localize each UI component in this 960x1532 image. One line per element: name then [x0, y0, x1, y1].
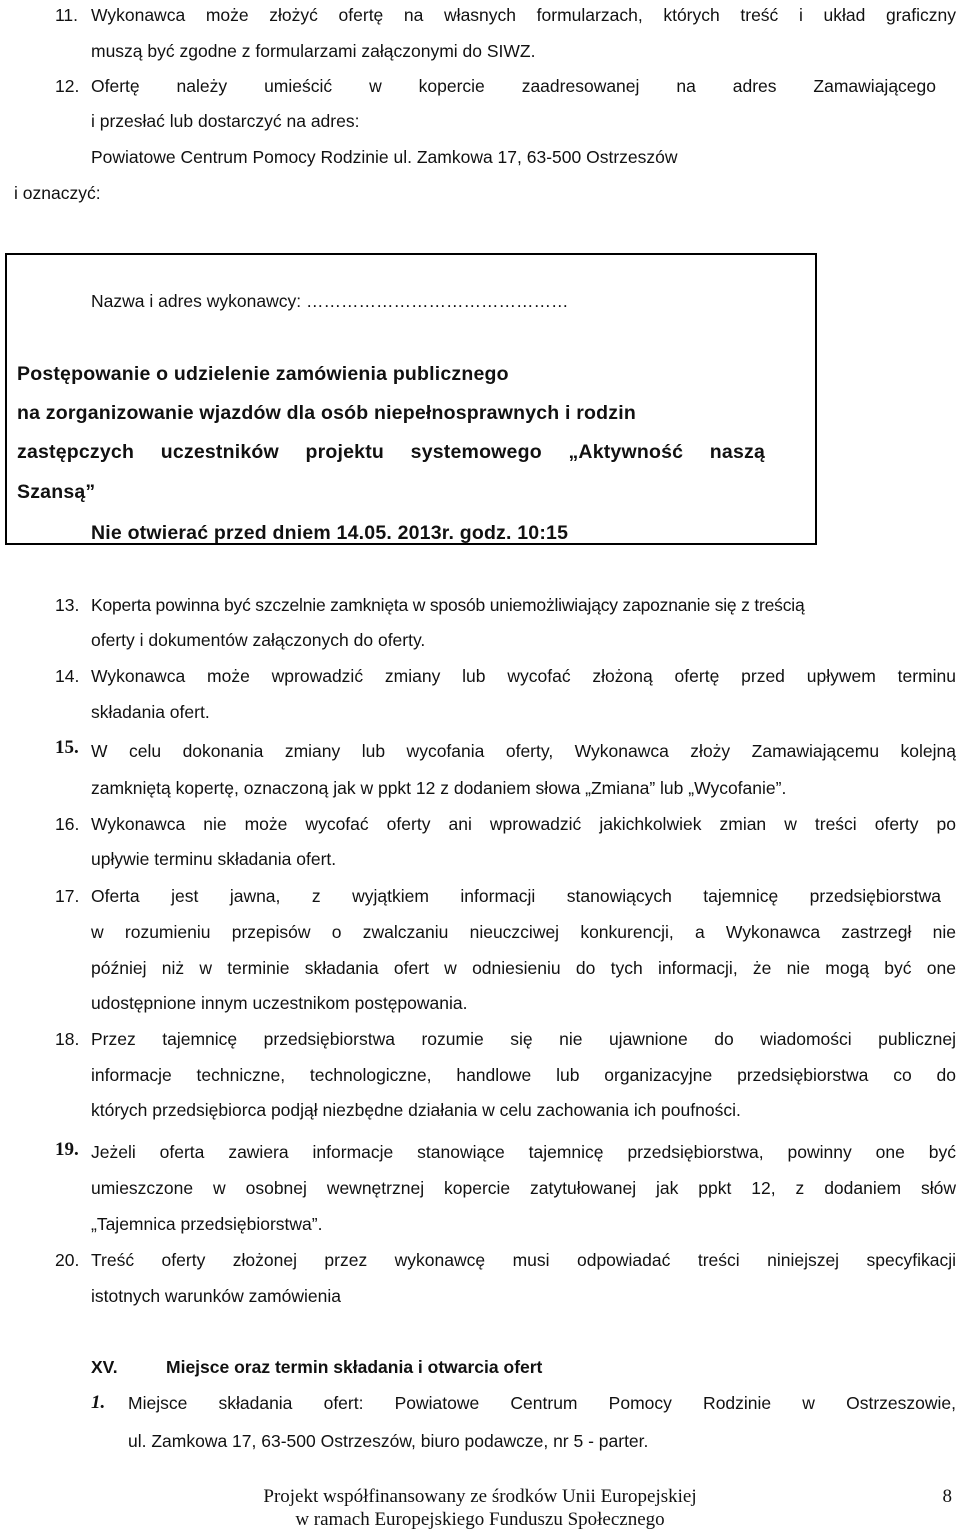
item-11-number: 11.: [55, 5, 79, 25]
item-18-line-1: Przez tajemnicę przedsiębiorstwa rozumie się nie ujawnione do wiadomości publicznej: [91, 1029, 956, 1049]
item-12-number: 12.: [55, 76, 80, 96]
item-11-line-1: Wykonawca może złożyć ofertę na własnych formularzach, których treść i układ graficzny: [91, 5, 956, 25]
section-number: XV.: [91, 1357, 118, 1377]
item-17-line-2: w rozumieniu przepisów o zwalczaniu nieuczciwej konkurencji, a Wykonawca zastrzegł nie: [91, 922, 956, 942]
item-18-number: 18.: [55, 1029, 80, 1049]
section-point-1-line-2: ul. Zamkowa 17, 63-500 Ostrzeszów, biuro podawcze, nr 5 - parter.: [128, 1431, 649, 1451]
envelope-line-2: na zorganizowanie wjazdów dla osób niepełnosprawnych i rodzin: [17, 402, 636, 424]
item-18-line-2: informacje techniczne, technologiczne, handlowe lub organizacyjne przedsiębiorstwa co do: [91, 1065, 956, 1085]
envelope-line-4: Szansą”: [17, 481, 96, 503]
item-16-line-2: upływie terminu składania ofert.: [91, 849, 337, 869]
section-title: Miejsce oraz termin składania i otwarcia ofert: [166, 1357, 543, 1377]
item-14-line-1: Wykonawca może wprowadzić zmiany lub wycofać złożoną ofertę przed upływem terminu: [91, 666, 956, 686]
item-20-line-1: Treść oferty złożonej przez wykonawcę musi odpowiadać treści niniejszej specyfikacji: [91, 1250, 956, 1270]
item-16-number: 16.: [55, 814, 80, 834]
item-15-line-1: W celu dokonania zmiany lub wycofania oferty, Wykonawca złoży Zamawiającemu kolejną: [91, 741, 956, 761]
item-12-line-1: Ofertę należy umieścić w kopercie zaadresowanej na adres Zamawiającego: [91, 76, 936, 96]
item-13-line-1: Koperta powinna być szczelnie zamknięta w sposób uniemożliwiający zapoznanie się z treścią: [91, 595, 805, 615]
item-17-line-4: udostępnione innym uczestnikom postępowania.: [91, 993, 468, 1013]
item-17-number: 17.: [55, 886, 80, 906]
item-12-mark-label: i oznaczyć:: [14, 183, 101, 203]
item-12-address: Powiatowe Centrum Pomocy Rodzinie ul. Zamkowa 17, 63-500 Ostrzeszów: [91, 147, 678, 167]
section-point-1-number: 1.: [91, 1392, 106, 1413]
item-20-number: 20.: [55, 1250, 80, 1270]
item-14-number: 14.: [55, 666, 80, 686]
item-15-number: 15.: [55, 737, 79, 758]
item-19-line-3: „Tajemnica przedsiębiorstwa”.: [91, 1214, 323, 1234]
item-16-line-1: Wykonawca nie może wycofać oferty ani wprowadzić jakichkolwiek zmian w treści oferty po: [91, 814, 956, 834]
item-20-line-2: istotnych warunków zamówienia: [91, 1286, 341, 1306]
page-number: 8: [942, 1486, 952, 1507]
item-12-line-2: i przesłać lub dostarczyć na adres:: [91, 111, 360, 131]
item-13-number: 13.: [55, 595, 80, 615]
item-18-line-3: których przedsiębiorca podjął niezbędne działania w celu zachowania ich poufności.: [91, 1100, 741, 1120]
envelope-line-3: zastępczych uczestników projektu systemowego „Aktywność naszą: [17, 441, 765, 463]
item-15-line-2: zamkniętą kopertę, oznaczoną jak w ppkt 12 z dodaniem słowa „Zmiana” lub „Wycofanie”.: [91, 778, 787, 798]
footer-line-1: Projekt współfinansowany ze środków Unii Europejskiej: [263, 1486, 697, 1507]
item-19-line-2: umieszczone w osobnej wewnętrznej kopercie zatytułowanej jak ppkt 12, z dodaniem słów: [91, 1178, 956, 1198]
item-11-line-2: muszą być zgodne z formularzami załączonymi do SIWZ.: [91, 41, 536, 61]
item-14-line-2: składania ofert.: [91, 702, 210, 722]
envelope-do-not-open-date: Nie otwierać przed dniem 14.05. 2013r. godz. 10:15: [91, 522, 569, 544]
footer-line-2: w ramach Europejskiego Funduszu Społecznego: [295, 1509, 665, 1530]
contractor-name-label: Nazwa i adres wykonawcy: ………………………………………: [91, 291, 569, 311]
item-19-number: 19.: [55, 1139, 79, 1160]
item-17-line-1: Oferta jest jawna, z wyjątkiem informacji stanowiących tajemnicę przedsiębiorstwa: [91, 886, 941, 906]
item-13-line-2: oferty i dokumentów załączonych do oferty.: [91, 630, 426, 650]
section-point-1-line-1: Miejsce składania ofert: Powiatowe Centrum Pomocy Rodzinie w Ostrzeszowie,: [128, 1393, 956, 1413]
item-19-line-1: Jeżeli oferta zawiera informacje stanowiące tajemnicę przedsiębiorstwa, powinny one być: [91, 1142, 956, 1162]
envelope-line-1: Postępowanie o udzielenie zamówienia publicznego: [17, 363, 509, 385]
item-17-line-3: później niż w terminie składania ofert w odniesieniu do tych informacji, że nie mogą być one: [91, 958, 956, 978]
